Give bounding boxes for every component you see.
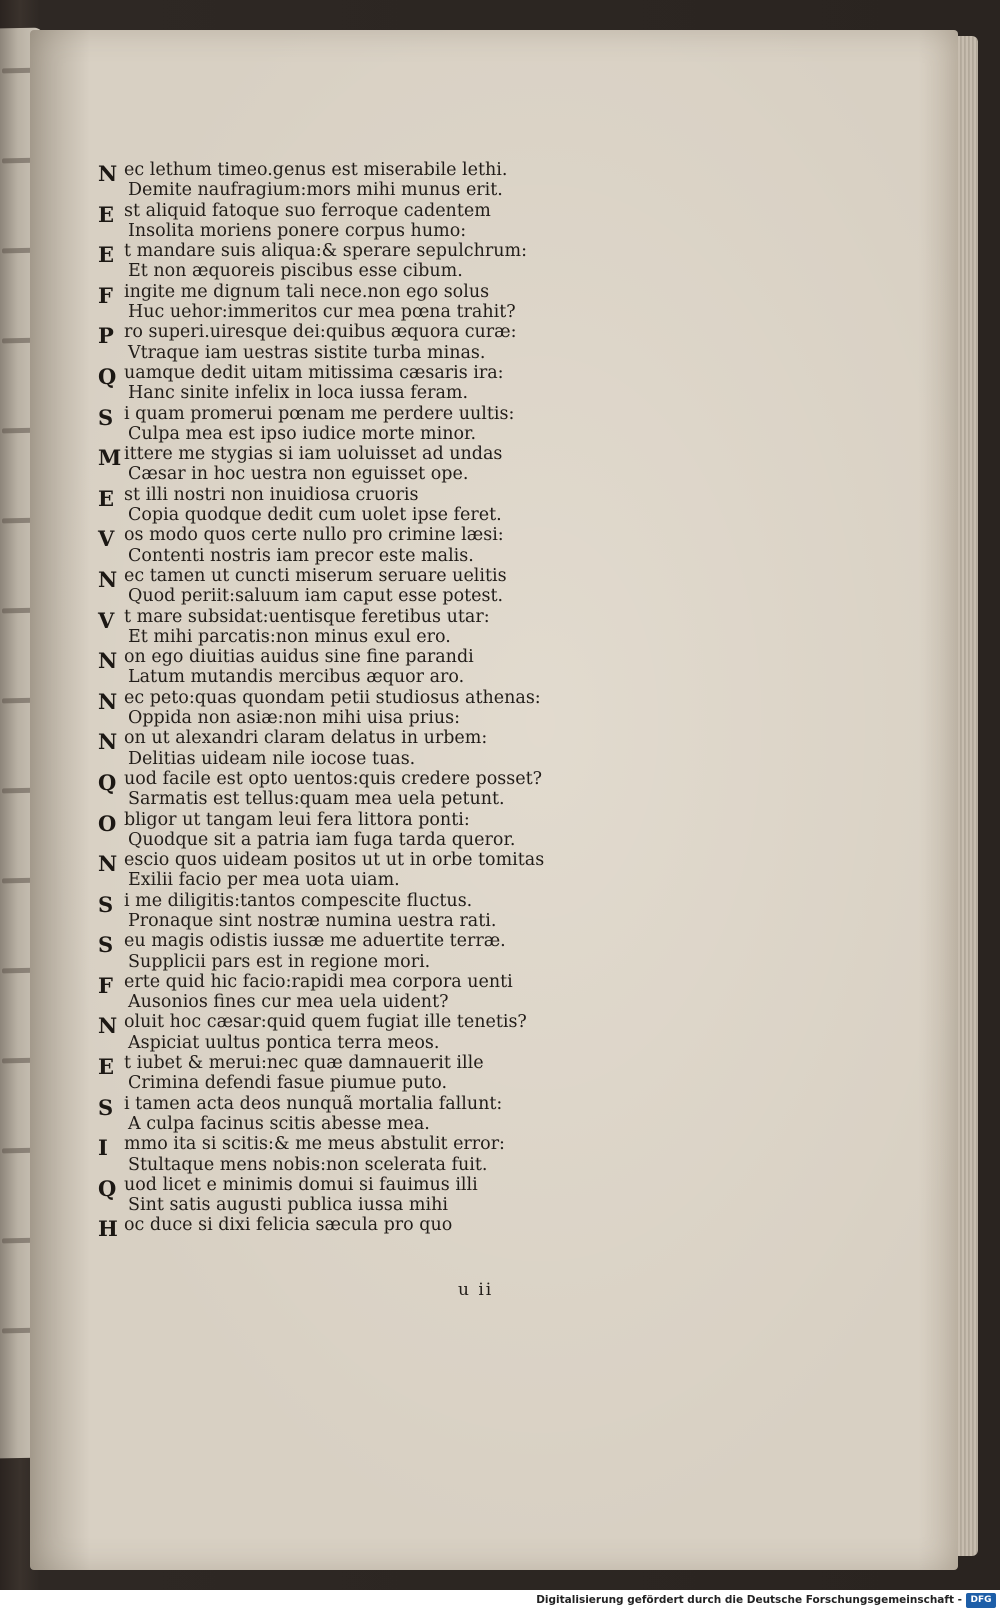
verse-text: oluit hoc cæsar:quid quem fugiat ille tenetis?: [124, 1012, 527, 1033]
verse-text: Huc uehor:immeritos cur mea pœna trahit?: [128, 302, 516, 323]
verse-text: eu magis odistis iussæ me aduertite terræ.: [124, 931, 506, 952]
verse-initial: N: [98, 1013, 118, 1039]
verse-text: Contenti nostris iam precor este malis.: [128, 545, 474, 566]
verse-line: [98, 1093, 618, 1120]
verse-text: Et non æquoreis piscibus esse cibum.: [128, 261, 463, 282]
verse-text: Latum mutandis mercibus æquor aro.: [128, 667, 465, 688]
verse-text: i tamen acta deos nunquã mortalia fallunt:: [124, 1093, 503, 1114]
verse-text: Sarmatis est tellus:quam mea uela petunt.: [128, 789, 505, 810]
verse-initial: S: [98, 891, 114, 917]
verse-line: [98, 180, 618, 200]
verse-line: [98, 241, 618, 268]
verse-text: escio quos uideam positos ut ut in orbe tomitas: [124, 850, 545, 871]
verse-text: ingite me dignum tali nece.non ego solus: [124, 281, 490, 302]
verse-text: Delitias uideam nile iocose tuas.: [128, 748, 416, 769]
verse-text: Demite naufragium:mors mihi munus erit.: [128, 180, 503, 201]
verse-line: [98, 546, 618, 566]
verse-initial: E: [98, 242, 115, 268]
verse-text: i me diligitis:tantos compescite fluctus.: [124, 890, 473, 911]
verse-line: [98, 302, 618, 322]
verse-line: [98, 647, 618, 674]
verse-line: [98, 1134, 618, 1161]
verse-text: uamque dedit uitam mitissima cæsaris ira:: [124, 362, 504, 383]
verse-initial: Q: [98, 769, 117, 795]
verse-text: ec tamen ut cuncti miserum seruare uelitis: [124, 565, 507, 586]
verse-text: Quodque sit a patria iam fuga tarda queror.: [128, 829, 516, 850]
verse-text: st aliquid fatoque suo ferroque cadentem: [124, 200, 491, 221]
verse-initial: N: [98, 648, 118, 674]
verse-initial: N: [98, 729, 118, 755]
verse-initial: H: [98, 1216, 118, 1242]
verse-text: Pronaque sint nostræ numina uestra rati.: [128, 910, 497, 931]
verse-line: [98, 687, 618, 714]
verse-initial: S: [98, 1094, 114, 1120]
verse-line: [98, 505, 618, 525]
verse-text: Quod periit:saluum iam caput esse potest.: [128, 586, 504, 607]
verse-text: mmo ita si scitis:& me meus abstulit error:: [124, 1134, 505, 1155]
verse-line: [98, 525, 618, 552]
verse-text: uod facile est opto uentos:quis credere posset?: [124, 768, 542, 789]
verse-line: [98, 403, 618, 430]
verse-text: Culpa mea est ipso iudice morte minor.: [128, 423, 477, 444]
verse-line: [98, 200, 618, 227]
verse-line: [98, 1033, 618, 1053]
verse-line: [98, 971, 618, 998]
verse-text: uod licet e minimis domui si fauimus illi: [124, 1174, 478, 1195]
verse-line: [98, 768, 618, 795]
verse-line: [98, 261, 618, 281]
verse-text: Sint satis augusti publica iussa mihi: [128, 1195, 448, 1216]
verse-line: [98, 586, 618, 606]
verse-initial: F: [98, 282, 113, 308]
verse-text: bligor ut tangam leui fera littora ponti:: [124, 809, 470, 830]
verse-line: [98, 444, 618, 471]
verse-line: [98, 667, 618, 687]
verse-line: [98, 484, 618, 511]
verse-text: Vtraque iam uestras sistite turba minas.: [128, 342, 486, 363]
verse-line: [98, 749, 618, 769]
verse-initial: M: [98, 445, 122, 471]
verse-line: [98, 160, 618, 186]
verse-initial: N: [98, 851, 118, 877]
verse-line: [98, 1012, 618, 1039]
verse-line: [98, 931, 618, 958]
verse-line: [98, 1053, 618, 1080]
verse-initial: Q: [98, 1175, 117, 1201]
verse-line: [98, 383, 618, 403]
verse-line: [98, 830, 618, 850]
footer-bar: [0, 1590, 1000, 1612]
verse-line: [98, 890, 618, 917]
verse-initial: V: [98, 607, 115, 633]
verse-line: [98, 322, 618, 349]
verse-line: [98, 850, 618, 877]
verse-text: Hanc sinite infelix in loca iussa feram.: [128, 383, 469, 404]
verse-initial: E: [98, 485, 115, 511]
verse-line: [98, 708, 618, 728]
verse-line: [98, 952, 618, 972]
verse-line: [98, 789, 618, 809]
verse-text: oc duce si dixi felicia sæcula pro quo: [124, 1215, 453, 1236]
verse-text: Crimina defendi fasue piumue puto.: [128, 1073, 448, 1094]
verse-text: Ausonios fines cur mea uela uident?: [128, 992, 449, 1013]
verse-line: [98, 464, 618, 484]
verse-text: st illi nostri non inuidiosa cruoris: [124, 484, 419, 505]
verse-text: A culpa facinus scitis abesse mea.: [128, 1113, 430, 1134]
verse-line: [98, 606, 618, 633]
verse-initial: V: [98, 526, 115, 552]
verse-text: os modo quos certe nullo pro crimine læsi:: [124, 525, 504, 546]
verse-line: [98, 992, 618, 1012]
footer-credit: Digitalisierung gefördert durch die Deutsche Forschungsgemeinschaft -: [536, 1594, 962, 1606]
verse-line: [98, 911, 618, 931]
verse-line: [98, 1155, 618, 1175]
verse-text: Supplicii pars est in regione mori.: [128, 951, 431, 972]
verse-line: [98, 221, 618, 241]
verse-text: t mandare suis aliqua:& sperare sepulchrum:: [124, 241, 528, 262]
signature-mark: u ii: [458, 1280, 494, 1300]
verse-text: t iubet & merui:nec quæ damnauerit ille: [124, 1053, 484, 1074]
verse-initial: E: [98, 1054, 115, 1080]
verse-line: [98, 809, 618, 836]
verse-initial: N: [98, 566, 118, 592]
verse-line: [98, 1073, 618, 1093]
verse-initial: N: [98, 161, 118, 186]
verse-line: [98, 362, 618, 389]
verse-line: [98, 281, 618, 308]
verse-line: [98, 424, 618, 444]
verse-initial: E: [98, 201, 115, 227]
verse-text: ec peto:quas quondam petii studiosus athenas:: [124, 687, 541, 708]
verse-line: [98, 1215, 618, 1242]
verse-line: [98, 627, 618, 647]
verse-text: Stultaque mens nobis:non scelerata fuit.: [128, 1154, 488, 1175]
verse-text: Aspiciat uultus pontica terra meos.: [128, 1032, 440, 1053]
verse-line: [98, 565, 618, 592]
verse-line: [98, 1195, 618, 1215]
verse-text-block: [98, 160, 618, 1242]
verse-text: ittere me stygias si iam uoluisset ad undas: [124, 444, 503, 465]
verse-text: Copia quodque dedit cum uolet ipse feret.: [128, 505, 502, 526]
dfg-logo: DFG: [966, 1593, 996, 1608]
verse-line: [98, 1114, 618, 1134]
verse-initial: S: [98, 404, 114, 430]
verse-text: t mare subsidat:uentisque feretibus utar:: [124, 606, 490, 627]
verse-line: [98, 728, 618, 755]
verse-text: Et mihi parcatis:non minus exul ero.: [128, 626, 451, 647]
verse-text: on ut alexandri claram delatus in urbem:: [124, 728, 488, 749]
verse-initial: S: [98, 932, 114, 958]
verse-text: ro superi.uiresque dei:quibus æquora curæ:: [124, 322, 517, 343]
verse-line: [98, 343, 618, 363]
verse-text: on ego diuitias auidus sine fine parandi: [124, 647, 474, 668]
verse-initial: O: [98, 810, 117, 836]
verse-text: Cæsar in hoc uestra non eguisset ope.: [128, 464, 469, 485]
verse-text: Exilii facio per mea uota uiam.: [128, 870, 400, 891]
verse-text: erte quid hic facio:rapidi mea corpora uenti: [124, 971, 513, 992]
verse-line: [98, 1174, 618, 1201]
verse-text: i quam promerui pœnam me perdere uultis:: [124, 403, 515, 424]
verse-text: Oppida non asiæ:non mihi uisa prius:: [128, 708, 460, 729]
verse-initial: I: [98, 1135, 108, 1161]
verse-initial: P: [98, 323, 114, 349]
verse-initial: F: [98, 972, 113, 998]
verse-text: ec lethum timeo.genus est miserabile lethi.: [124, 160, 508, 180]
verse-line: [98, 870, 618, 890]
verse-initial: N: [98, 688, 118, 714]
verse-text: Insolita moriens ponere corpus humo:: [128, 220, 467, 241]
verse-initial: Q: [98, 363, 117, 389]
